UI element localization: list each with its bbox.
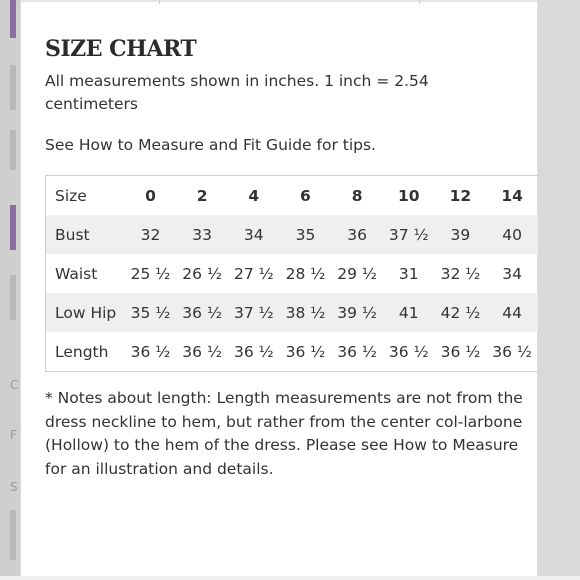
size-header-label: Size (55, 186, 87, 205)
row-label-low-hip: Low Hip (46, 293, 125, 332)
table-cell: 36 ½ (130, 342, 171, 361)
size-header-cell: 0 (145, 186, 156, 205)
table-cell: 35 (280, 215, 332, 254)
size-header-cell: 6 (300, 186, 311, 205)
table-cell: 36 ½ (337, 342, 377, 361)
table-cell: 37 ½ (228, 293, 280, 332)
table-cell: 42 ½ (435, 293, 487, 332)
top-divider-tick (419, 0, 420, 4)
measurement-units-note: All measurements shown in inches. 1 inch = 2.54 centimeters (45, 72, 429, 113)
table-cell: 36 ½ (176, 293, 228, 332)
size-header-cell: 4 (248, 186, 260, 205)
table-cell: 34 (502, 264, 522, 283)
size-header-cell: 14 (501, 186, 523, 205)
table-cell: 27 ½ (233, 264, 274, 283)
table-cell: 44 (486, 293, 538, 332)
top-divider-tick (159, 0, 160, 4)
table-row-waist (46, 254, 538, 293)
row-label-bust: Bust (46, 215, 125, 254)
table-cell: 41 (383, 293, 435, 332)
size-header-row (46, 176, 538, 215)
background-fragment-text: F (10, 428, 17, 442)
size-header-cell: 2 (196, 186, 208, 205)
bottom-edge-strip (0, 576, 580, 580)
fit-guide-tip: See How to Measure and Fit Guide for tips. (45, 136, 376, 154)
table-cell: 32 ½ (440, 264, 481, 283)
row-label-length: Length (55, 342, 109, 361)
table-cell: 38 ½ (280, 293, 332, 332)
table-row-bust (46, 215, 538, 254)
table-cell: 36 ½ (182, 342, 222, 361)
table-cell: 34 (228, 215, 280, 254)
table-row-low-hip (46, 293, 538, 332)
page-title: SIZE CHART (45, 36, 197, 62)
table-cell: 36 (331, 215, 383, 254)
table-cell: 31 (398, 264, 419, 283)
length-notes: * Notes about length: Length measurements are not from the dress neckline to hem, but rather from the center col-larbone (Hollow) to the hem of the dress. Please see How to Measure for an illustration and details. (45, 389, 523, 478)
background-fragment-bar (10, 275, 16, 320)
table-cell: 25 ½ (130, 264, 171, 283)
background-fragment-text: C (10, 378, 19, 392)
table-cell: 36 ½ (492, 342, 532, 361)
background-fragment-bar (10, 65, 16, 110)
size-table-container[interactable] (45, 175, 538, 372)
table-cell: 36 ½ (285, 342, 326, 361)
table-cell: 32 (125, 215, 177, 254)
size-header-cell: 10 (397, 186, 420, 205)
table-cell: 33 (176, 215, 228, 254)
table-cell: 29 ½ (337, 264, 377, 283)
size-header-cell: 8 (351, 186, 363, 205)
table-cell: 39 ½ (331, 293, 383, 332)
background-fragment-text: S (10, 480, 18, 494)
size-chart-card (20, 0, 538, 576)
background-fragment-bar (10, 205, 16, 250)
table-cell: 37 ½ (383, 215, 435, 254)
table-cell: 26 ½ (182, 264, 222, 283)
table-cell: 39 (435, 215, 487, 254)
table-cell: 36 ½ (388, 342, 429, 361)
size-table (46, 176, 538, 371)
background-fragment-bar (10, 0, 16, 38)
background-fragment-bar (10, 130, 16, 170)
row-label-waist: Waist (55, 264, 98, 283)
table-cell: 40 (486, 215, 538, 254)
table-cell: 36 ½ (440, 342, 481, 361)
table-row-length (46, 332, 538, 371)
size-header-cell: 12 (449, 186, 472, 205)
background-fragment-bar (10, 510, 16, 560)
table-cell: 36 ½ (233, 342, 274, 361)
table-cell: 35 ½ (125, 293, 177, 332)
table-cell: 28 ½ (285, 264, 326, 283)
top-divider (21, 0, 537, 2)
